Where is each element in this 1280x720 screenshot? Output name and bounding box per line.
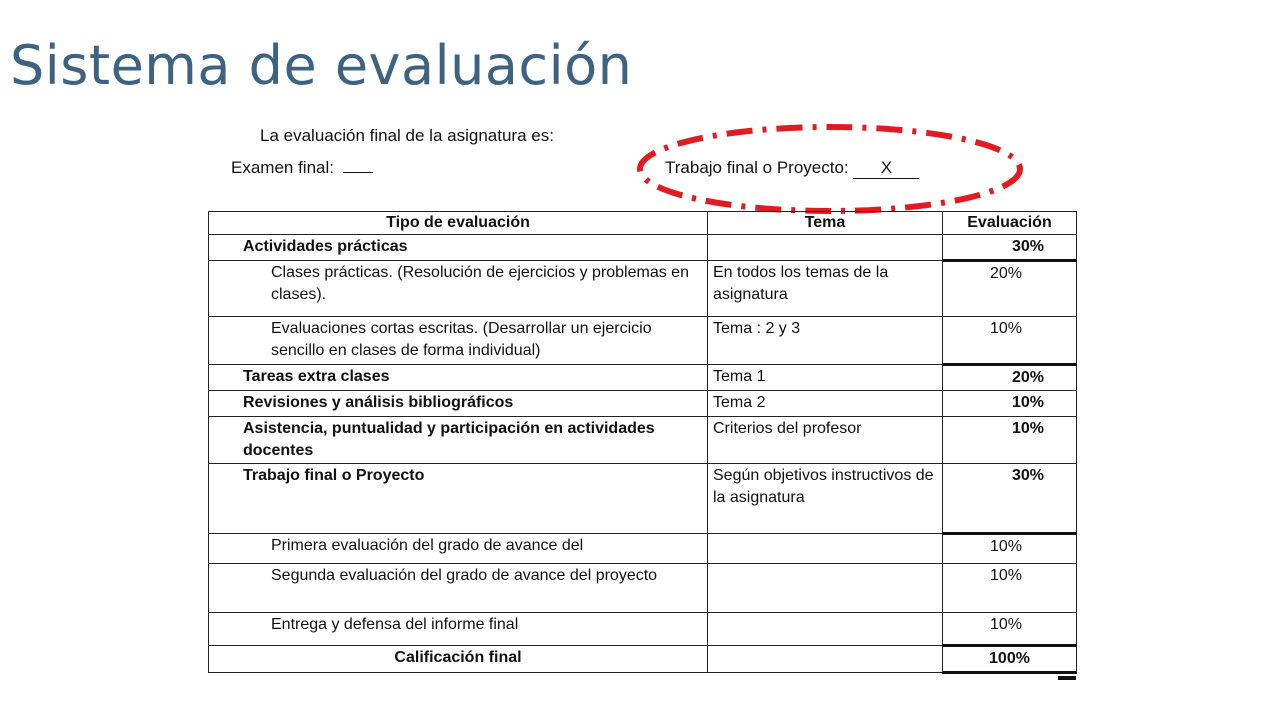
header-tema: Tema	[708, 212, 943, 235]
table-row	[209, 564, 1077, 613]
row-eval: 20%	[943, 261, 1077, 317]
row-tema: En todos los temas de la asignatura	[708, 261, 943, 317]
row-eval: 10%	[943, 564, 1077, 613]
table-row	[209, 317, 1077, 365]
header-evaluacion: Evaluación	[943, 212, 1077, 235]
row-tipo: Entrega y defensa del informe final	[209, 613, 708, 646]
row-tipo: Revisiones y análisis bibliográficos	[209, 391, 708, 417]
exam-final-label: Examen final:	[231, 158, 334, 177]
exam-final-blank	[343, 172, 373, 173]
row-tema: Según objetivos instructivos de la asignatura	[708, 464, 943, 534]
project-line	[665, 158, 919, 179]
table-row	[209, 534, 1077, 564]
row-tipo: Tareas extra clases	[209, 365, 708, 391]
project-mark: X	[853, 159, 919, 179]
row-eval: 10%	[943, 317, 1077, 365]
row-tema: Tema 2	[708, 391, 943, 417]
row-tipo: Segunda evaluación del grado de avance del proyecto	[209, 564, 708, 613]
table-row	[209, 235, 1077, 261]
row-tipo: Asistencia, puntualidad y participación en actividades docentes	[209, 417, 708, 464]
row-eval: 10%	[943, 391, 1077, 417]
row-tipo: Actividades prácticas	[209, 235, 708, 261]
header-tipo: Tipo de evaluación	[209, 212, 708, 235]
row-eval: 30%	[943, 235, 1077, 261]
total-tema	[708, 646, 943, 673]
row-tema: Tema 1	[708, 365, 943, 391]
row-tipo: Primera evaluación del grado de avance del	[209, 534, 708, 564]
table-header-row	[209, 212, 1077, 235]
table-row	[209, 417, 1077, 464]
row-tipo: Evaluaciones cortas escritas. (Desarrollar un ejercicio sencillo en clases de forma individual)	[209, 317, 708, 365]
exam-final-line	[231, 158, 373, 178]
row-tipo: Trabajo final o Proyecto	[209, 464, 708, 534]
row-eval: 10%	[943, 534, 1077, 564]
intro-text: La evaluación final de la asignatura es:	[260, 126, 554, 145]
total-row	[209, 646, 1077, 673]
row-eval: 10%	[943, 417, 1077, 464]
row-tema	[708, 613, 943, 646]
row-eval: 10%	[943, 613, 1077, 646]
table-row	[209, 613, 1077, 646]
row-eval: 30%	[943, 464, 1077, 534]
row-tema	[708, 534, 943, 564]
table-row	[209, 464, 1077, 534]
table-corner-mark	[1058, 676, 1076, 680]
slide-title: Sistema de evaluación	[10, 34, 633, 97]
row-tema: Criterios del profesor	[708, 417, 943, 464]
row-tipo: Clases prácticas. (Resolución de ejercicios y problemas en clases).	[209, 261, 708, 317]
row-tema: Tema : 2 y 3	[708, 317, 943, 365]
row-tema	[708, 564, 943, 613]
evaluation-table	[208, 211, 1077, 674]
row-tema	[708, 235, 943, 261]
table-row	[209, 391, 1077, 417]
project-label: Trabajo final o Proyecto:	[665, 158, 849, 177]
table-row	[209, 261, 1077, 317]
table-row	[209, 365, 1077, 391]
total-label: Calificación final	[209, 646, 708, 673]
row-eval: 20%	[943, 365, 1077, 391]
total-eval: 100%	[943, 646, 1077, 673]
